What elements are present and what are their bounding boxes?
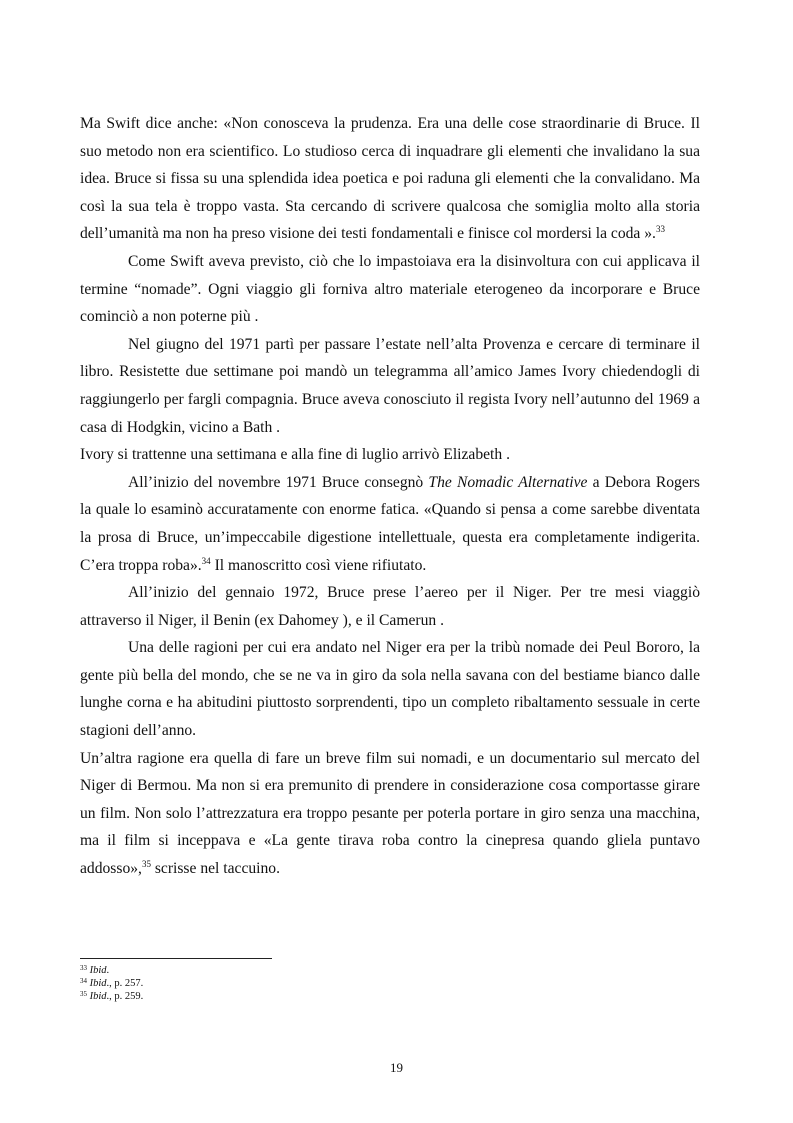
paragraph — [80, 579, 700, 634]
footnote-ref: 33 — [655, 224, 665, 235]
paragraph — [80, 248, 700, 331]
text-segment: Una delle ragioni per cui era andato nel Niger era per la tribù nomade dei Peul Bororo, la gente più bella del mondo, che se ne va in giro da sola nella savana con del bestiame bianco dalle lunghe corna e ha abitudini piuttosto sorprendenti, tipo un completo ribaltamento sessuale in certe stagioni dell’anno. — [80, 639, 700, 740]
text-segment: Un’altra ragione era quella di fare un breve film sui nomadi, e un documentario sul mercato del Niger di Bermou. Ma non si era premunito di prendere in considerazione cosa comportasse girare un film. Non solo l’attrezzatura era troppo pesante per poterla portare in giro senza una macchina, ma il film si inceppava e «La gente tirava roba contro la cinepresa quando gliela puntavo addosso», — [80, 749, 700, 878]
footnote: $^{35}$ Ibid., p. 259. — [80, 990, 144, 1002]
footnote-ref: 34 — [201, 555, 211, 566]
text-segment: All’inizio del gennaio 1972, Bruce prese l’aereo per il Niger. Per tre mesi viaggiò attraverso il Niger, il Benin (ex Dahomey ), e il Camerun . — [80, 584, 700, 629]
paragraph — [80, 110, 700, 248]
text-segment: All’inizio del novembre 1971 Bruce consegnò — [128, 473, 429, 491]
paragraph — [80, 331, 700, 441]
footnote-ref: 35 — [141, 859, 151, 870]
page-number: 19 — [390, 1060, 403, 1075]
paragraph — [80, 469, 700, 579]
footnote-separator — [80, 958, 272, 959]
text-segment: Come Swift aveva previsto, ciò che lo impastoiava era la disinvoltura con cui applicava il termine “nomade”. Ogni viaggio gli forniva altro materiale eterogeneo da incorporare e Bruce cominciò a non poterne più . — [80, 252, 700, 326]
text-segment: Nel giugno del 1971 partì per passare l’estate nell’alta Provenza e cercare di terminare il libro. Resistette due settimane poi mandò un telegramma all’amico James Ivory chiedendogli di raggiungerlo per fargli compagnia. Bruce aveva conosciuto il regista Ivory nell’autunno del 1969 a casa di Hodgkin, vicino a Bath . — [80, 335, 700, 436]
footnote: $^{33}$ Ibid. — [80, 964, 110, 976]
text-segment: Ma Swift dice anche: «Non conosceva la prudenza. Era una delle cose straordinarie di Bruce. Il suo metodo non era scientifico. Lo studioso cerca di inquadrare gli elementi che invalidano la sua idea. Bruce si fissa su una splendida idea poetica e poi raduna gli elementi che la convalidano. Ma così la sua tela è troppo vasta. Sta cercando di scrivere qualcosa che somiglia molto alla storia dell’umanità ma non ha preso visione dei testi fondamentali e finisce col mordersi la coda ». — [80, 115, 700, 243]
paragraph — [80, 745, 700, 883]
text-segment: The Nomadic Alternative — [428, 473, 588, 491]
text-segment: a Debora Rogers la quale lo esaminò accuratamente con enorme fatica. «Quando si pensa a come sarebbe diventata la prosa di Bruce, un’impeccabile digestione intellettuale, questa era completamente indigerita. C’era troppa roba». — [80, 473, 701, 574]
text-segment: Ivory si trattenne una settimana e alla fine di luglio arrivò Elizabeth . — [80, 446, 510, 464]
document-page — [80, 110, 700, 883]
paragraph — [80, 441, 700, 469]
text-segment: Il manoscritto così viene rifiutato. — [210, 556, 427, 574]
paragraph — [80, 634, 700, 744]
text-segment: scrisse nel taccuino. — [150, 860, 280, 878]
footnotes — [80, 964, 143, 1003]
footnote: $^{34}$ Ibid., p. 257. — [80, 977, 144, 989]
body-text — [80, 110, 700, 883]
